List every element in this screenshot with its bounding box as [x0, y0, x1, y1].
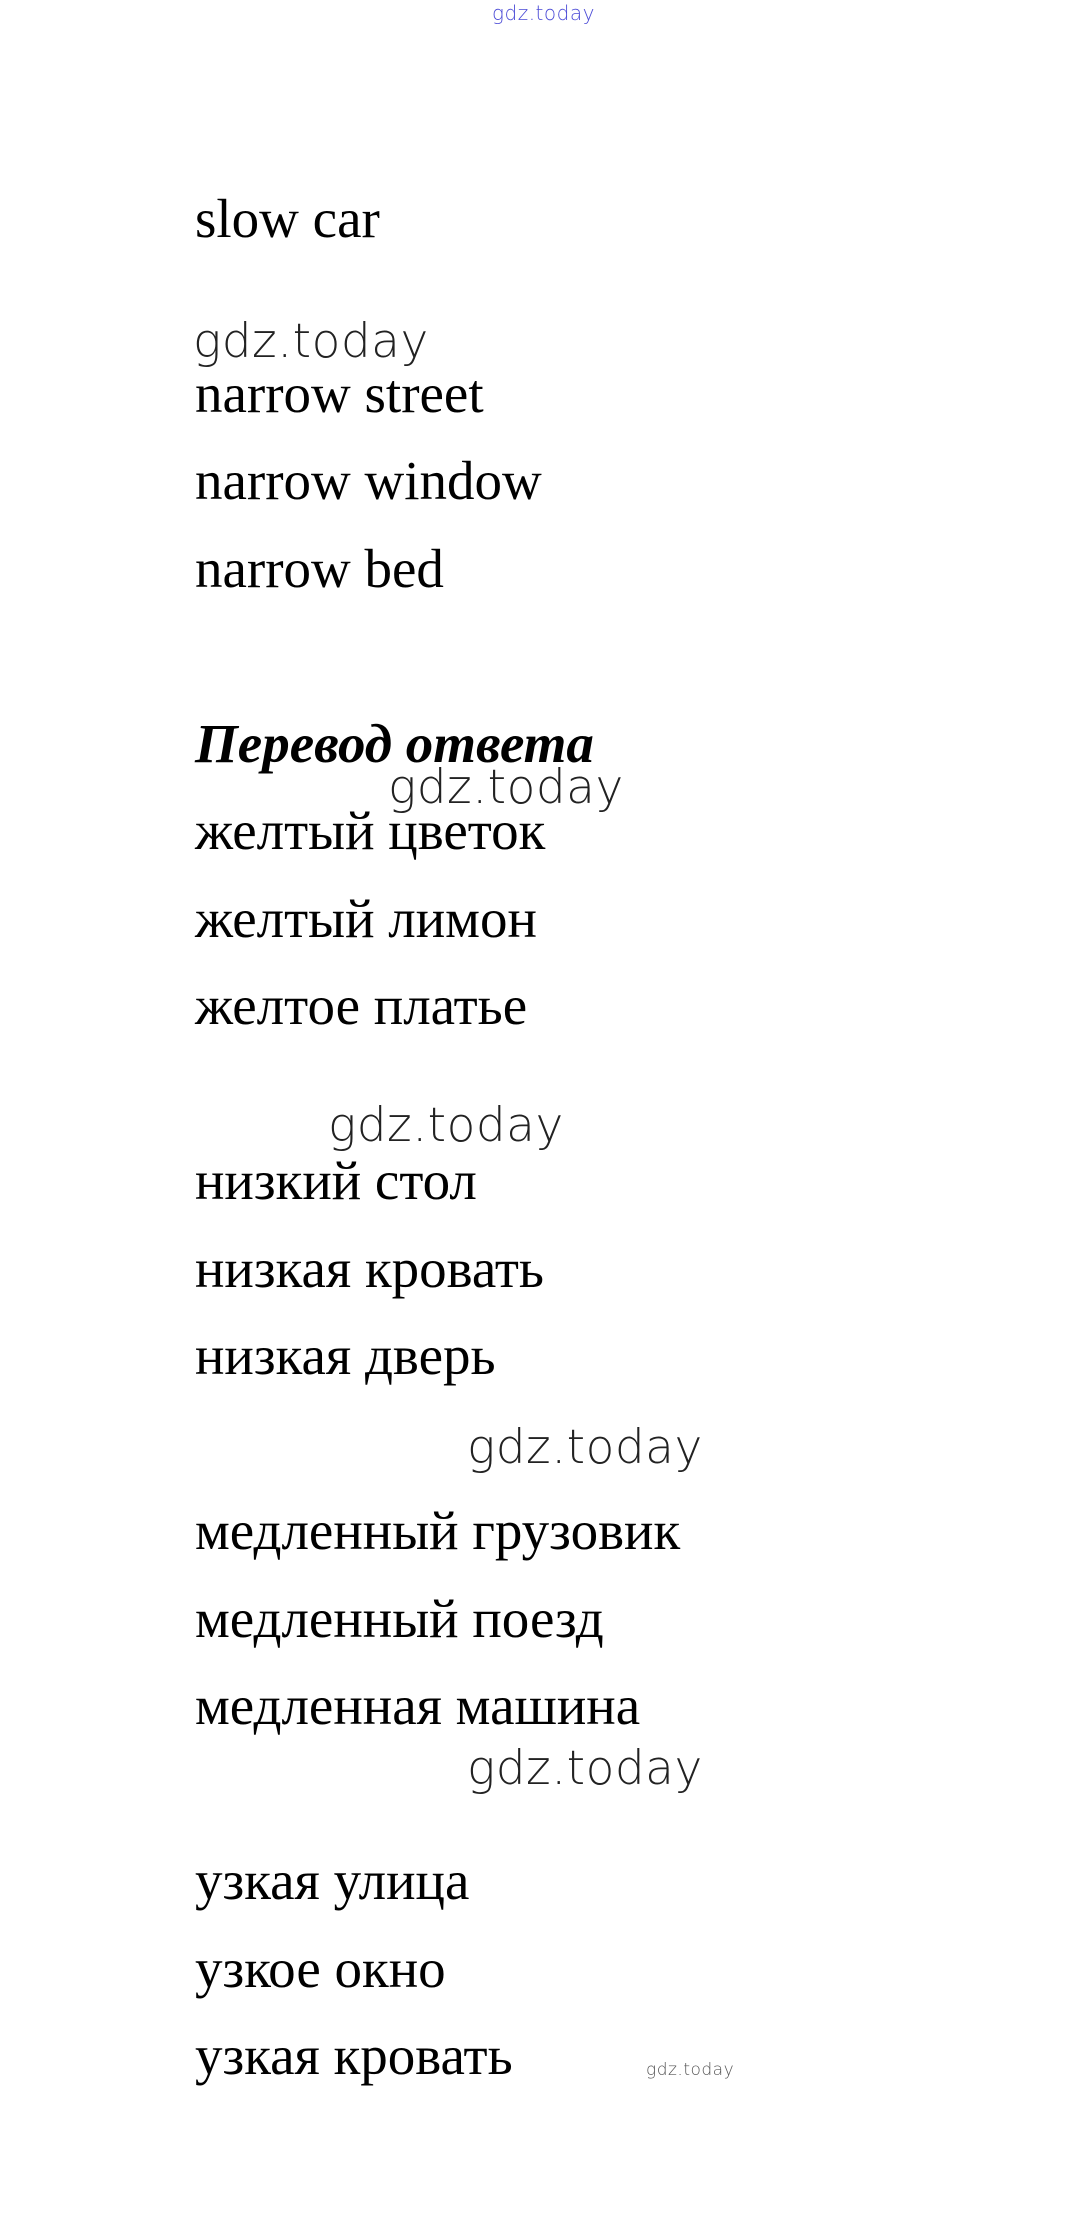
- watermark-4: gdz.today: [467, 1420, 703, 1475]
- watermark-3: gdz.today: [328, 1098, 564, 1153]
- translation-line-low-bed: низкая кровать: [195, 1238, 545, 1299]
- english-line-narrow-window: narrow window: [195, 450, 542, 511]
- translation-line-narrow-bed: узкая кровать: [195, 2025, 513, 2086]
- watermark-5: gdz.today: [467, 1741, 703, 1796]
- translation-line-low-door: низкая дверь: [195, 1325, 496, 1386]
- translation-line-slow-truck: медленный грузовик: [195, 1500, 681, 1561]
- english-line-slow-car: slow car: [195, 188, 380, 249]
- english-line-narrow-street: narrow street: [195, 363, 484, 424]
- watermark-top: gdz.today: [492, 1, 595, 25]
- translation-heading: Перевод ответа: [195, 713, 594, 774]
- translation-line-slow-train: медленный поезд: [195, 1588, 604, 1649]
- translation-line-yellow-flower: желтый цветок: [195, 800, 546, 861]
- translation-line-yellow-dress: желтое платье: [195, 975, 528, 1036]
- translation-line-yellow-lemon: желтый лимон: [195, 888, 537, 949]
- translation-line-narrow-window: узкое окно: [195, 1938, 446, 1999]
- translation-line-low-table: низкий стол: [195, 1150, 477, 1211]
- watermark-1: gdz.today: [193, 314, 429, 369]
- translation-line-narrow-street: узкая улица: [195, 1850, 470, 1911]
- watermark-small: gdz.today: [646, 2060, 735, 2080]
- english-line-narrow-bed: narrow bed: [195, 538, 444, 599]
- watermark-2: gdz.today: [388, 760, 624, 815]
- translation-line-slow-car: медленная машина: [195, 1675, 641, 1736]
